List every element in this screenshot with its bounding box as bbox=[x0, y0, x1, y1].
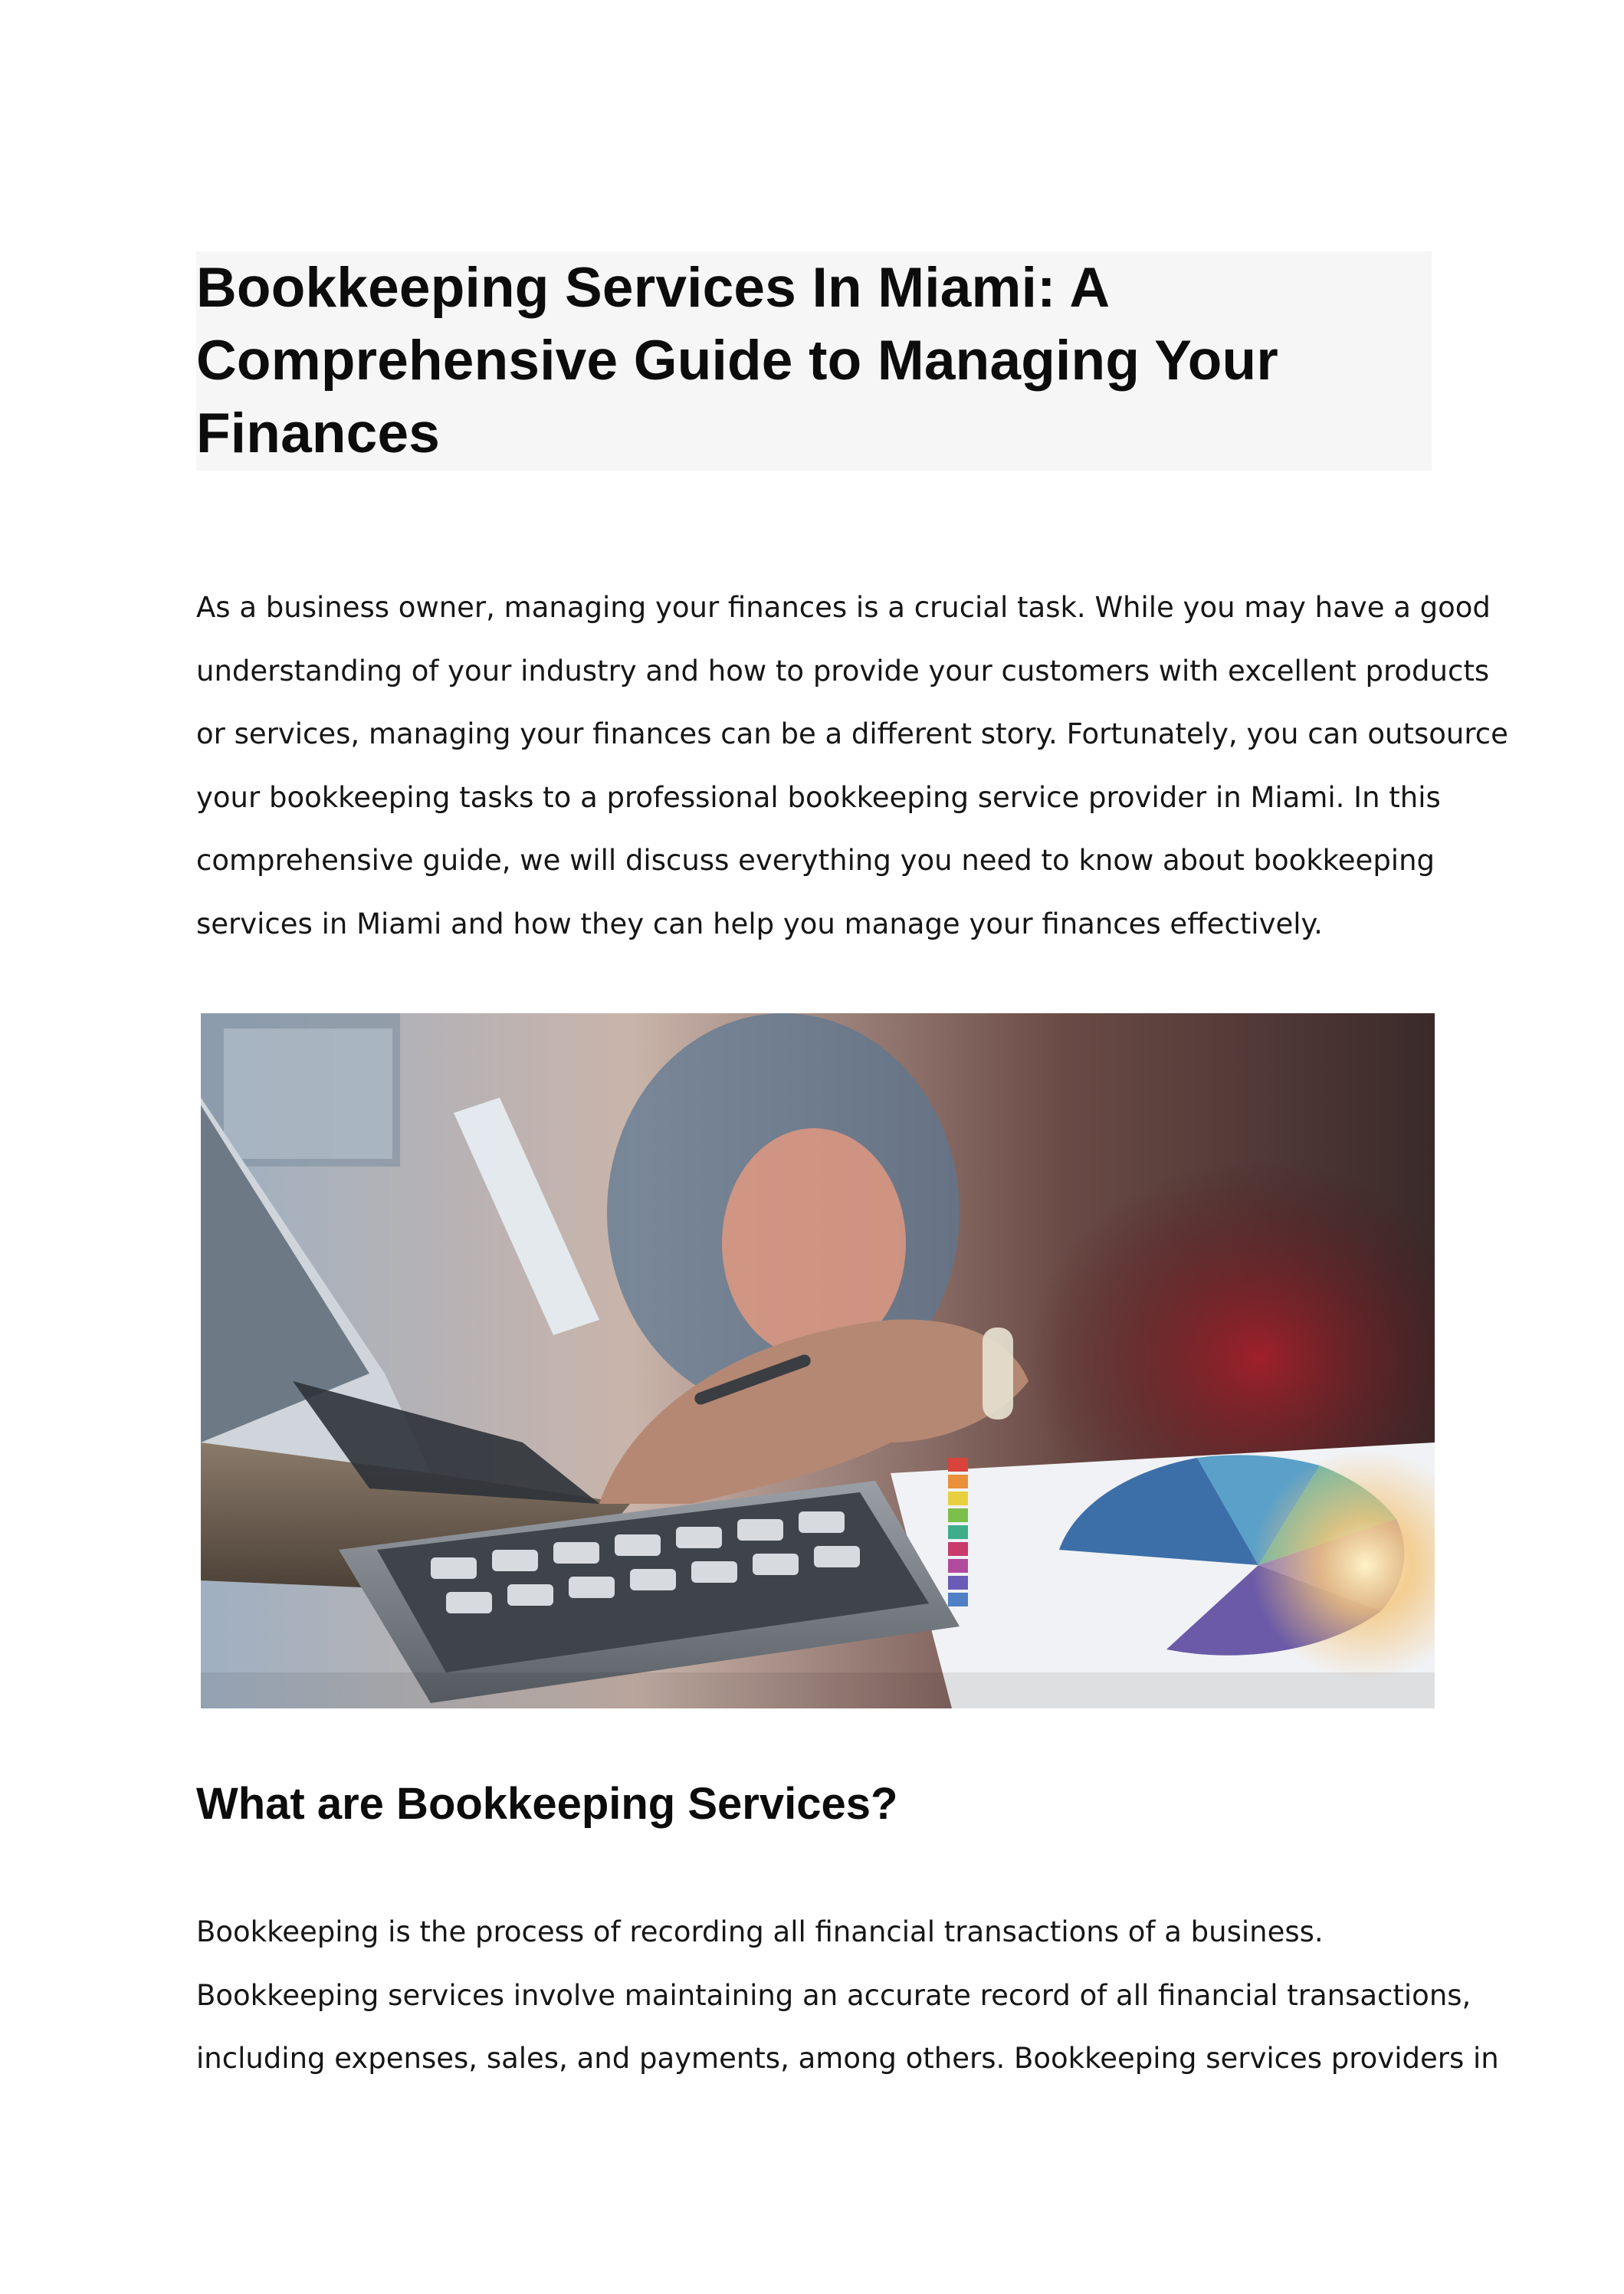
page-title bbox=[196, 251, 1432, 470]
color-bars-graphic bbox=[948, 1458, 968, 1606]
intro-line: services in Miami and how they can help you manage your finances effectively. bbox=[196, 907, 1323, 940]
section-paragraph bbox=[196, 1901, 1499, 2091]
title-line: Comprehensive Guide to Managing Your bbox=[196, 330, 1278, 392]
intro-line: comprehensive guide, we will discuss everything you need to know about bookkeeping bbox=[196, 844, 1435, 877]
section-heading: What are Bookkeeping Services? bbox=[196, 1779, 898, 1829]
section-line: Bookkeeping is the process of recording all financial transactions of a business. bbox=[196, 1915, 1324, 1948]
calculator-desk-illustration bbox=[201, 1013, 1435, 1708]
title-line: Finances bbox=[196, 402, 441, 464]
intro-line: understanding of your industry and how to provide your customers with excellent products bbox=[196, 654, 1490, 688]
section-line: including expenses, sales, and payments, among others. Bookkeeping services providers in bbox=[196, 2042, 1499, 2075]
section-line: Bookkeeping services involve maintaining an accurate record of all financial transactions, bbox=[196, 1978, 1471, 2012]
intro-line: your bookkeeping tasks to a professional bookkeeping service provider in Miami. In this bbox=[196, 780, 1441, 814]
intro-paragraph bbox=[196, 576, 1508, 956]
intro-line: or services, managing your finances can be a different story. Fortunately, you can outsource bbox=[196, 717, 1508, 750]
intro-line: As a business owner, managing your finances is a crucial task. While you may have a good bbox=[196, 591, 1491, 624]
bookkeeping-photo bbox=[201, 1013, 1435, 1708]
title-line: Bookkeeping Services In Miami: A bbox=[196, 257, 1111, 319]
title-block bbox=[196, 251, 1432, 471]
